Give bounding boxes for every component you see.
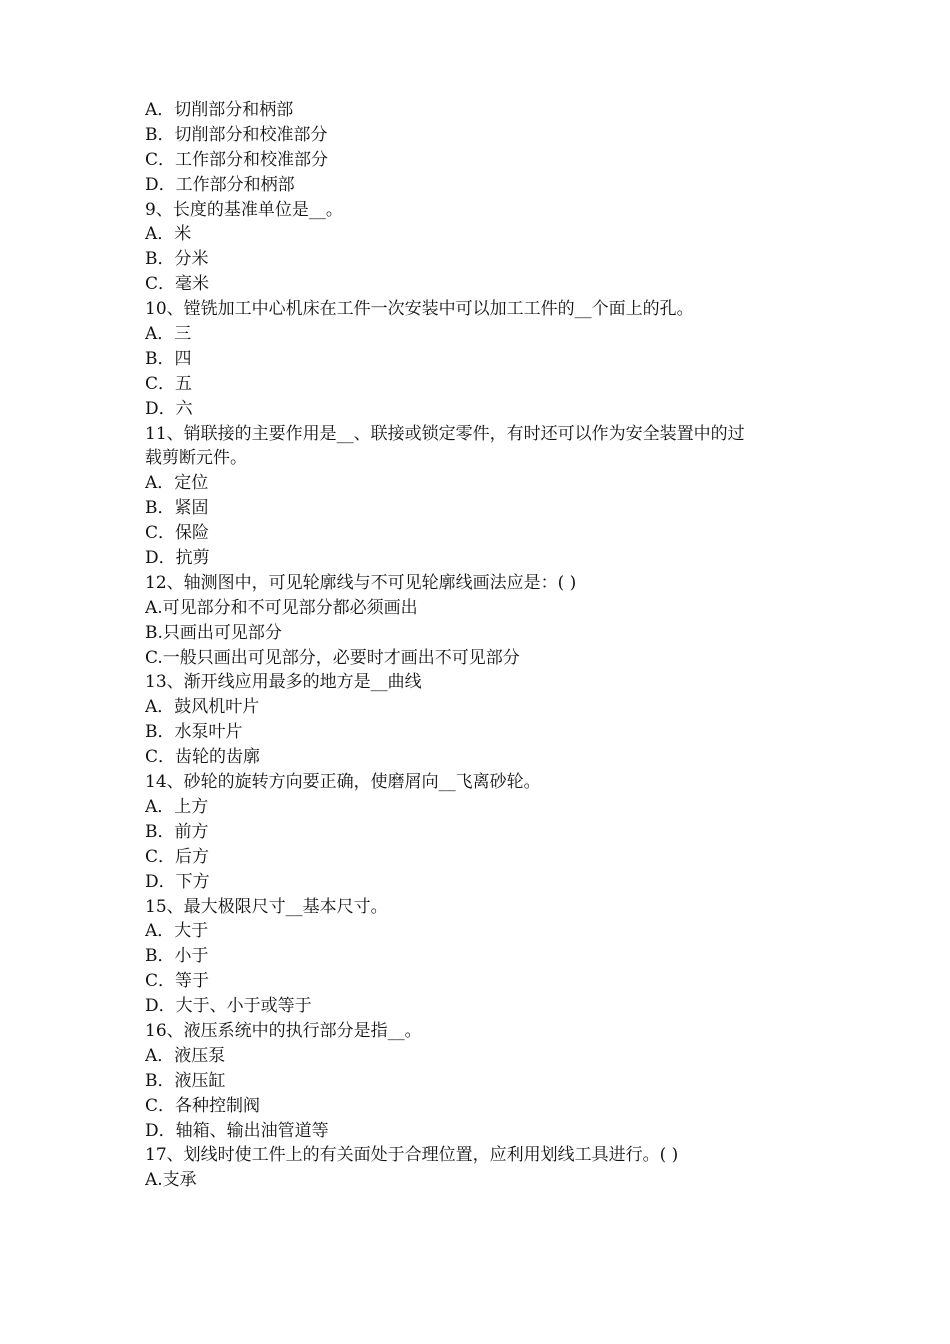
option-line: A．定位 [145, 473, 209, 494]
option-line: C．后方 [145, 846, 210, 867]
option-line: A.支承 [145, 1170, 197, 1191]
option-line: B．四 [145, 348, 192, 369]
question-line: 15、最大极限尺寸__基本尺寸。 [145, 896, 388, 917]
option-line: B．紧固 [145, 498, 209, 519]
option-line: C．保险 [145, 523, 210, 544]
option-line: A．上方 [145, 796, 209, 817]
question-line: 17、划线时使工件上的有关面处于合理位置，应利用划线工具进行。( ) [145, 1145, 679, 1166]
option-line: A．鼓风机叶片 [145, 697, 260, 718]
option-line: A．大于 [145, 921, 209, 942]
option-line: A．切削部分和柄部 [145, 100, 294, 120]
option-line: C．等于 [145, 971, 210, 992]
option-line: B．切削部分和校准部分 [145, 124, 328, 145]
option-line: D．工作部分和柄部 [145, 174, 295, 195]
option-line: A．三 [145, 324, 192, 345]
question-line: 12、轴测图中，可见轮廓线与不可见轮廓线画法应是：( ) [145, 572, 577, 593]
option-line: C．五 [145, 373, 193, 394]
option-line: A．液压泵 [145, 1045, 226, 1066]
option-line: C.一般只画出可见部分，必要时才画出不可见部分 [145, 647, 520, 668]
option-line: A．米 [145, 224, 192, 245]
option-line: C．工作部分和校准部分 [145, 149, 329, 170]
option-line: D．抗剪 [145, 548, 210, 569]
option-line: B．分米 [145, 249, 209, 270]
option-line: C．齿轮的齿廓 [145, 747, 261, 768]
option-line: B.只画出可见部分 [145, 622, 282, 643]
question-text-block [145, 98, 810, 1193]
option-line: D．大于、小于或等于 [145, 996, 312, 1017]
question-line: 9、长度的基准单位是__。 [145, 199, 343, 220]
option-line: C．毫米 [145, 274, 210, 295]
question-line: 11、销联接的主要作用是__、联接或锁定零件，有时还可以作为安全装置中的过 [145, 423, 745, 444]
question-line: 16、液压系统中的执行部分是指__。 [145, 1020, 422, 1041]
option-line: A.可见部分和不可见部分都必须画出 [145, 597, 418, 618]
question-line: 载剪断元件。 [145, 448, 247, 469]
question-line: 14、砂轮的旋转方向要正确，使磨屑向__飞离砂轮。 [145, 772, 541, 793]
option-line: D．下方 [145, 871, 210, 892]
option-line: D．轴箱、输出油管道等 [145, 1120, 329, 1141]
question-line: 13、渐开线应用最多的地方是__曲线 [145, 672, 422, 693]
question-line: 10、镗铣加工中心机床在工件一次安装中可以加工工件的__个面上的孔。 [145, 299, 694, 320]
option-line: B．小于 [145, 946, 209, 967]
option-line: B．水泵叶片 [145, 722, 243, 743]
option-line: B．前方 [145, 821, 209, 842]
option-line: B．液压缸 [145, 1070, 226, 1091]
option-line: C．各种控制阀 [145, 1095, 261, 1116]
option-line: D．六 [145, 398, 193, 419]
